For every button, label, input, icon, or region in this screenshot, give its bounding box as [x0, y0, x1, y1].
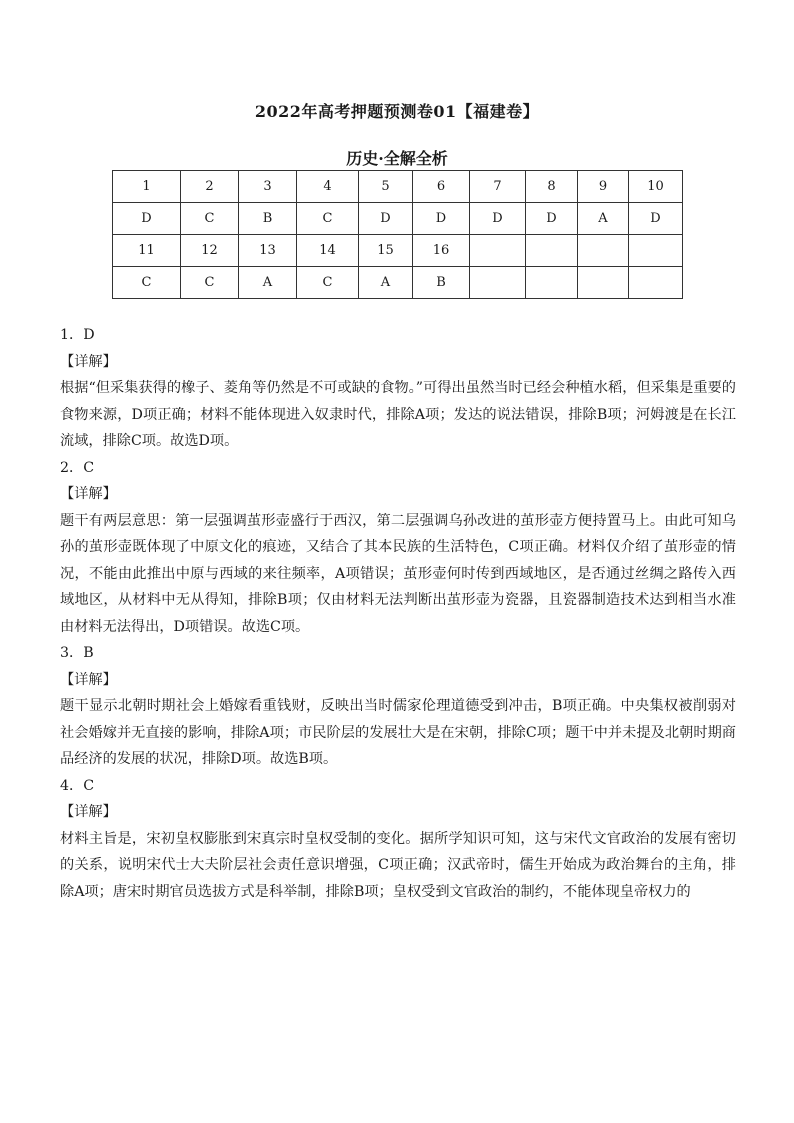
question-3: [60, 640, 736, 773]
answer-cell: D: [113, 203, 181, 235]
detail-label: 【详解】: [60, 671, 117, 688]
answer-table-row: [113, 235, 683, 267]
question-number: 1．D: [60, 327, 95, 343]
question-number-cell: 3: [239, 171, 297, 203]
question-number-cell: [629, 235, 683, 267]
question-number-cell: 6: [413, 171, 470, 203]
question-number-cell: [470, 235, 526, 267]
answer-table-row: [113, 171, 683, 203]
explanation-text: 题干有两层意思：第一层强调茧形壶盛行于西汉，第二层强调乌孙改进的茧形壶方便持置马上。由此可知乌孙的茧形壶既体现了中原文化的痕迹，又结合了其本民族的生活特色，C项正确。材料仅介绍了茧形壶的情况，不能由此推出中原与西域的来往频率，A项错误；茧形壶何时传到西域地区，是否通过丝绸之路传入西域地区，从材料中无从得知，排除B项；仅由材料无法判断出茧形壶为瓷器，且瓷器制造技术达到相当水准由材料无法得出，D项错误。故选C项。: [60, 512, 736, 635]
document-title: 2022年高考押题预测卷01【福建卷】: [254, 102, 540, 121]
answer-cell: C: [181, 267, 239, 299]
question-number-cell: 2: [181, 171, 239, 203]
answer-cell: D: [413, 203, 470, 235]
answer-cell: B: [239, 203, 297, 235]
question-number-cell: 5: [359, 171, 413, 203]
answer-key-table: [112, 170, 683, 299]
answer-cell: C: [113, 267, 181, 299]
explanation-text: 材料主旨是，宋初皇权膨胀到宋真宗时皇权受制的变化。据所学知识可知，这与宋代文官政治的发展有密切的关系，说明宋代士大夫阶层社会责任意识增强，C项正确；汉武帝时，儒生开始成为政治舞台的主角，排除A项；唐宋时期官员选拔方式是科举制，排除B项；皇权受到文官政治的制约，不能体现皇帝权力的: [60, 830, 736, 900]
explanations: [60, 322, 736, 905]
question-number-cell: 9: [578, 171, 629, 203]
answer-cell: A: [359, 267, 413, 299]
answer-cell: D: [470, 203, 526, 235]
answer-cell: C: [181, 203, 239, 235]
answer-cell: A: [239, 267, 297, 299]
question-number-cell: 16: [413, 235, 470, 267]
question-number-cell: 12: [181, 235, 239, 267]
detail-label: 【详解】: [60, 353, 117, 370]
detail-label: 【详解】: [60, 804, 117, 820]
explanation-text: 题干显示北朝时期社会上婚嫁看重钱财，反映出当时儒家伦理道德受到冲击，B项正确。中央集权被削弱对社会婚嫁并无直接的影响，排除A项；市民阶层的发展壮大是在宋朝，排除C项；题干中并未提及北朝时期商品经济的发展的状况，排除D项。故选B项。: [60, 698, 736, 767]
answer-cell: [629, 267, 683, 299]
answer-table-row: [113, 267, 683, 299]
question-number-cell: 8: [526, 171, 578, 203]
question-number-cell: 13: [239, 235, 297, 267]
answer-cell: D: [526, 203, 578, 235]
answer-cell: D: [359, 203, 413, 235]
question-1: [60, 322, 736, 455]
question-number-cell: 7: [470, 171, 526, 203]
question-2: [60, 455, 736, 641]
explanation-text: 根据“但采集获得的橡子、菱角等仍然是不可或缺的食物。”可得出虽然当时已经会种植水稻，但采集是重要的食物来源，D项正确；材料不能体现进入奴隶时代，排除A项；发达的说法错误，排除B项；河姆渡是在长江流域，排除C项。故选D项。: [60, 380, 736, 449]
question-number-cell: 10: [629, 171, 683, 203]
question-number: 4．C: [60, 777, 95, 794]
answer-cell: [578, 267, 629, 299]
detail-label: 【详解】: [60, 486, 117, 502]
question-number-cell: 15: [359, 235, 413, 267]
answer-cell: D: [629, 203, 683, 235]
answer-cell: [470, 267, 526, 299]
question-number: 2．C: [60, 459, 95, 476]
answer-cell: C: [297, 203, 359, 235]
question-number-cell: 4: [297, 171, 359, 203]
question-number-cell: 14: [297, 235, 359, 267]
question-4: [60, 773, 736, 906]
question-number-cell: [578, 235, 629, 267]
question-number-cell: 11: [113, 235, 181, 267]
document-subtitle: 历史·全解全析: [346, 149, 448, 168]
question-number-cell: 1: [113, 171, 181, 203]
answer-cell: C: [297, 267, 359, 299]
answer-cell: A: [578, 203, 629, 235]
answer-cell: [526, 267, 578, 299]
question-number-cell: [526, 235, 578, 267]
answer-table-row: [113, 203, 683, 235]
question-number: 3．B: [60, 645, 94, 661]
answer-cell: B: [413, 267, 470, 299]
